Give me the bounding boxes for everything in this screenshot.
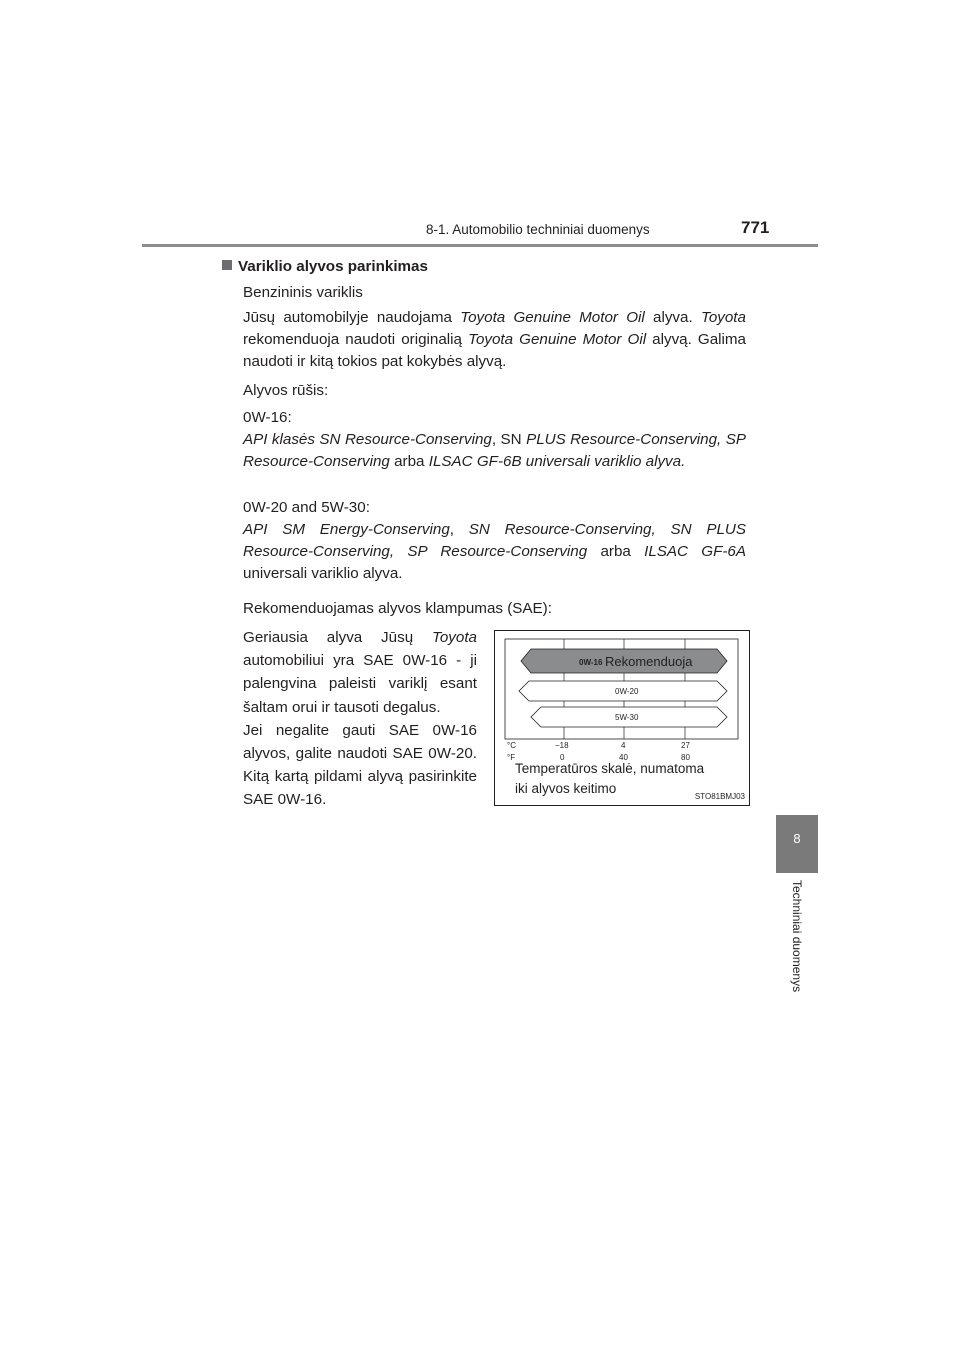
intro-text-b: Toyota Genuine Motor Oil <box>460 309 645 326</box>
bar-0w16-label: Rekomenduoja <box>605 654 693 669</box>
tick-c-2: 27 <box>681 741 690 750</box>
tick-f-0: 0 <box>560 753 565 762</box>
grade2-text-c: SN Resource-Conserving, SN PLUS Resource-Conserving, SP Resource-Conserving <box>243 521 746 561</box>
header-divider <box>142 244 818 247</box>
bar-5w30-label: 5W-30 <box>615 713 639 722</box>
grade1-text-b: , SN <box>491 431 527 448</box>
grade2-name: 0W-20 and 5W-30: <box>243 499 370 516</box>
unit-celsius: °C <box>507 741 516 750</box>
grade2-text-b: , <box>449 521 469 538</box>
rec-text-c: automobiliui yra SAE 0W-16 - ji palengvina paleisti variklį esant šaltam orui ir tausoti degalus. <box>243 652 477 716</box>
figure-code: STO81BMJ03 <box>694 792 745 801</box>
grade1-text-a: API klasės SN Resource-Conserving <box>243 431 492 448</box>
grade2-text-e: ILSAC GF-6A <box>644 543 747 561</box>
viscosity-figure <box>494 630 750 806</box>
recommendation-text <box>243 626 477 812</box>
oil-type-label: Alyvos rūšis: <box>243 382 329 399</box>
viscosity-label: Rekomenduojamas alyvos klampumas (SAE): <box>243 600 552 617</box>
section-heading-text: Variklio alyvos parinkimas <box>238 258 428 275</box>
unit-fahrenheit: °F <box>507 753 516 762</box>
grade1-text-e: ILSAC GF-6B universali variklio alyva. <box>428 453 686 471</box>
bullet-square-icon <box>222 260 232 270</box>
intro-text-d: Toyota <box>700 309 746 326</box>
intro-text-g: alyvą. Galima naudoti ir kitą tokios pat kokybės alyvą. <box>243 331 746 371</box>
figure-caption-line1: Temperatūros skalė, numatoma <box>515 761 705 776</box>
grade1-spec <box>243 429 746 473</box>
grade2-text-d: arba <box>587 543 645 561</box>
intro-text-e: rekomenduoja naudoti originalią <box>243 331 469 349</box>
chapter-side-label-text: Techniniai duomenys <box>790 880 804 993</box>
bar-0w16-grade: 0W-16 <box>579 658 603 667</box>
intro-text-a: Jūsų automobilyje naudojama <box>243 309 461 326</box>
intro-text-c: alyva. <box>644 309 701 326</box>
chapter-tab: 8 <box>776 815 818 873</box>
rec-text-a: Geriausia alyva Jūsų <box>243 629 432 646</box>
section-heading <box>222 256 428 278</box>
grade2-text-f: universali variklio alyva. <box>243 565 403 583</box>
chapter-side-label <box>790 880 811 1020</box>
grade1-text-c: PLUS Resource-Conserving, SP Resource-Conserving <box>243 431 746 471</box>
rec-text-b: Toyota <box>431 629 477 646</box>
figure-caption <box>515 759 704 799</box>
rec-text-d: Jei negalite gauti SAE 0W-16 alyvos, galite naudoti SAE 0W-20. Kitą kartą pildami alyvą pasirinkite SAE 0W-16. <box>243 721 477 809</box>
tick-f-1: 40 <box>619 753 628 762</box>
header-section-title: 8-1. Automobilio techniniai duomenys <box>426 222 650 237</box>
bar-0w20-label: 0W-20 <box>615 687 639 696</box>
grade2-spec <box>243 519 746 586</box>
tick-f-2: 80 <box>681 753 690 762</box>
grade1-text-d: arba <box>389 453 429 471</box>
engine-type: Benzininis variklis <box>243 284 363 301</box>
grade1-name: 0W-16: <box>243 409 292 426</box>
grade2-text-a: API SM Energy-Conserving <box>243 521 450 538</box>
tick-c-1: 4 <box>621 741 626 750</box>
page-number: 771 <box>741 218 770 237</box>
intro-paragraph <box>243 307 746 374</box>
tick-c-0: −18 <box>555 741 569 750</box>
figure-caption-line2: iki alyvos keitimo <box>515 781 617 796</box>
intro-text-f: Toyota Genuine Motor Oil <box>468 331 647 349</box>
